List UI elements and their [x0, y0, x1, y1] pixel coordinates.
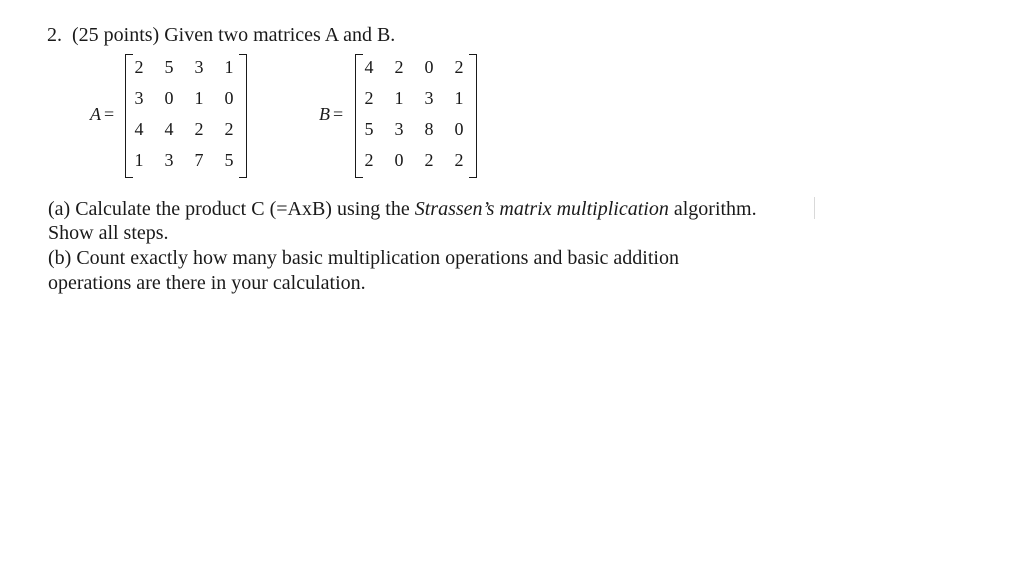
part-a-line-1 [48, 197, 757, 222]
matrix-b-cell-r2c2: 1 [394, 88, 404, 108]
matrix-b-cell-r4c3: 2 [424, 150, 434, 170]
matrix-a-cell-r3c1: 4 [134, 119, 144, 139]
part-a-emphasis: Strassen’s matrix multiplication [414, 198, 669, 220]
matrix-b-cell-r3c4: 0 [454, 119, 464, 139]
matrix-b-cell-r3c2: 3 [394, 119, 404, 139]
matrix-b-cell-r4c2: 0 [394, 150, 404, 170]
matrix-b [355, 54, 477, 178]
matrix-a-cell-r3c3: 2 [194, 119, 204, 139]
matrix-b-cell-r4c4: 2 [454, 150, 464, 170]
matrix-a-cell-r2c4: 0 [224, 88, 234, 108]
matrix-a-cell-r2c2: 0 [164, 88, 174, 108]
matrix-a-cell-r1c3: 3 [194, 57, 204, 77]
matrix-a-cell-r4c2: 3 [164, 150, 174, 170]
matrix-b-cell-r3c1: 5 [364, 119, 374, 139]
matrix-b-cell-r1c3: 0 [424, 57, 434, 77]
matrix-a-label [90, 103, 114, 125]
matrix-a-equals: = [104, 104, 115, 124]
matrix-a-cell-r4c1: 1 [134, 150, 144, 170]
question-text: (25 points) Given two matrices A and B. [72, 24, 396, 46]
matrix-a-cell-r4c3: 7 [194, 150, 204, 170]
matrix-b-cell-r1c1: 4 [364, 57, 374, 77]
matrix-b-cell-r4c1: 2 [364, 150, 374, 170]
matrix-a [125, 54, 247, 178]
matrix-b-cell-r1c4: 2 [454, 57, 464, 77]
matrix-b-cell-r2c3: 3 [424, 88, 434, 108]
matrix-a-cell-r1c2: 5 [164, 57, 174, 77]
part-b-line-2: operations are there in your calculation. [48, 272, 366, 294]
part-a-prefix: (a) Calculate the product C (=AxB) using the [48, 198, 415, 220]
matrix-b-cell-r2c1: 2 [364, 88, 374, 108]
part-a-line-2: Show all steps. [48, 222, 169, 244]
matrix-b-cell-r2c4: 1 [454, 88, 464, 108]
matrix-b-label [319, 103, 343, 125]
question-number: 2. [47, 24, 62, 46]
matrix-a-name: A [90, 104, 101, 124]
matrix-a-cell-r3c4: 2 [224, 119, 234, 139]
matrix-b-cell-r3c3: 8 [424, 119, 434, 139]
matrix-b-name: B [319, 104, 330, 124]
matrix-a-cell-r1c1: 2 [134, 57, 144, 77]
part-a-suffix: algorithm. [668, 198, 757, 220]
matrix-a-cell-r2c1: 3 [134, 88, 144, 108]
part-b-line-1: (b) Count exactly how many basic multiplication operations and basic addition [48, 247, 679, 269]
text-cursor [814, 197, 815, 219]
matrix-a-cell-r3c2: 4 [164, 119, 174, 139]
matrix-a-cell-r4c4: 5 [224, 150, 234, 170]
question-heading [47, 23, 395, 47]
matrix-a-cell-r2c3: 1 [194, 88, 204, 108]
matrix-b-equals: = [333, 104, 344, 124]
matrix-b-cell-r1c2: 2 [394, 57, 404, 77]
matrix-a-cell-r1c4: 1 [224, 57, 234, 77]
